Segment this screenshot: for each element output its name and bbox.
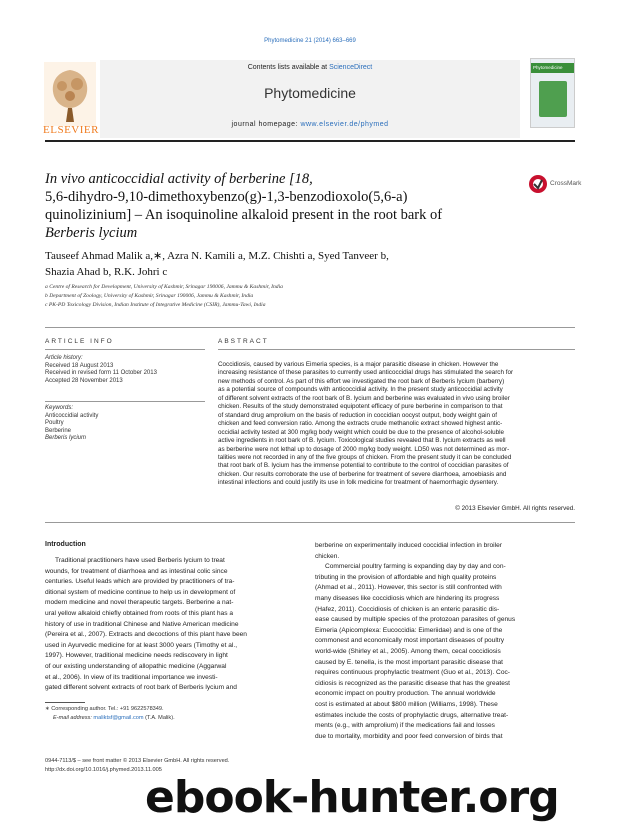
abstract-line: Coccidiosis, caused by various Eimeria species, is a major parasitic disease in chicken. However the [218, 361, 499, 368]
corresponding-author-note: ∗ Corresponding author. Tel.: +91 9622578349. [45, 706, 164, 712]
cover-image [539, 81, 567, 117]
abstract-line: chicken. Results of the study demonstrated equipotent efficacy of pure berberine in comparison to that [218, 403, 503, 411]
body-line: used in Ayurvedic medicine for at least 3000 years (Timothy et al., [45, 641, 238, 649]
body-line: ural yellow alkaloid chiefly obtained from roots of this plant has a [45, 609, 234, 617]
article-title [45, 170, 515, 242]
keywords-block [45, 405, 205, 443]
journal-name: Phytomedicine [264, 85, 356, 101]
email-note [45, 714, 305, 722]
body-line: history of use in traditional Chinese and Native American medicine [45, 620, 239, 628]
body-line: caused by E. tenella, is the most important parasitic disease that [315, 658, 504, 666]
body-line: ditional system of medicine continue to help us in development of [45, 588, 236, 596]
homepage-prefix: journal homepage: [231, 121, 301, 128]
body-line: ease caused by multiple species of the protozoan parasites of genus [315, 616, 516, 624]
body-line: cost is estimated at about $800 million (Williams, 1998). These [315, 700, 498, 708]
abstract-line: chicken and feed conversion ratio. Among the extracts crude methanolic extract showed highest antic- [218, 420, 503, 428]
body-line: requires continuous prophylactic treatment (Guo et al., 2013). Coc- [315, 669, 510, 677]
abstract-line: new methods of control. As part of this effort we investigated the root bark of Berberis lycium (barberry) [218, 377, 505, 385]
title-line-1 [45, 170, 515, 188]
abstract-line: of different solvent extracts of the root bark of B. lycium and berberine was evaluated in vivo using broiler [218, 394, 510, 402]
body-line: commonest and economically most important diseases of poultry [315, 637, 505, 645]
keyword-item: Poultry [45, 420, 64, 427]
doi-link[interactable]: http://dx.doi.org/10.1016/j.phymed.2013.11.005 [45, 767, 162, 773]
abstract-line: talities were not recorded in any of the five groups of chicken. From the present study it can be concluded [218, 453, 512, 461]
abstract-text [218, 361, 575, 488]
body-line: many diseases like coccidiosis which are hindering its progress [315, 594, 500, 602]
body-line: chicken. [315, 552, 340, 560]
abstract-bottom-rule [45, 522, 575, 523]
journal-cover-thumbnail[interactable] [530, 58, 575, 128]
body-line: centuries. Useful leads which are provided by practitioners of tra- [45, 578, 235, 586]
article-history [45, 355, 205, 385]
title-line-3: quinolizinium] – An isoquinoline alkaloid present in the root bark of [45, 207, 443, 223]
body-line: world-wide (Shirley et al., 2005). Among them, cecal coccidiosis [315, 647, 501, 655]
body-line: ments (e.g., with amprolium) if the medications fail and losses [315, 722, 495, 730]
body-line: (Ahmad et al., 2011). However, this sector is still confronted with [315, 584, 502, 592]
affiliation-b: b Department of Zoology, University of Kashmir, Srinagar 190006, Jammu & Kashmir, India [45, 293, 254, 299]
authors-line-2: Shazia Ahad b, R.K. Johri c [45, 266, 168, 278]
abstract-line: chicken. Our results corroborate the use of berberine for treatment of severe diarrhoea, amoebiasis and [218, 470, 507, 478]
body-line: tributing in the provision of affordable and high quality proteins [315, 573, 497, 581]
abstract-line: of standard drug amprolium on the basis of reduction in coccidian oocyst output, body weight gain of [218, 411, 497, 419]
body-line: of our existing understanding of allopathic medicine (Aggarwal [45, 662, 227, 670]
body-line: berberine on experimentally induced coccidial infection in broiler [315, 542, 502, 549]
abstract-line: that root bark of B. lycium has the immense potential to contribute to the control of coccidian parasites of [218, 462, 509, 470]
email-label: E-mail address: [53, 715, 94, 721]
abstract-line: increasing resistance of these parasites to currently used anticoccidial drugs has stimulated the search for [218, 369, 514, 377]
body-line: gated different solvent extracts of root bark of Berberis lycium and [45, 684, 237, 692]
history-received: Received 18 August 2013 [45, 362, 114, 369]
title-line-2: 5,6-dihydro-9,10-dimethoxybenzo(g)-1,3-benzodioxolo(5,6-a) [45, 189, 408, 205]
crossmark-label: CrossMark [550, 180, 582, 187]
body-line: economic impact on poultry production. The annual worldwide [315, 690, 496, 698]
abstract-copyright: © 2013 Elsevier GmbH. All rights reserved. [455, 505, 575, 512]
affiliation-c: c PK-PD Toxicology Division, Indian Institute of Integrative Medicine (CSIR), Jammu-Tawi, India [45, 302, 266, 308]
abstract-line: occidial activity tested at 300 mg/kg body weight which could be due to the presence of alcohol-soluble [218, 428, 504, 436]
crossmark-badge[interactable] [528, 172, 588, 198]
body-line: (Hafez, 2011). Coccidiosis of chicken is an enteric parasitic dis- [315, 605, 500, 613]
cover-title: Phytomedicine [533, 65, 563, 70]
abstract-line: intestinal infections and could justify its use in folk medicine for treatment of haemorrhagic dysentery. [218, 479, 499, 487]
body-line: 1997). However, traditional medicine needs rediscovery in light [45, 652, 228, 660]
affiliation-a: a Centre of Research for Development, University of Kashmir, Srinagar 190006, Jammu & Kashmir, India [45, 284, 283, 290]
abstract-line: as berberine were not lethal up to dosage of 2000 mg/kg body weight. LD50 was not determined as mor- [218, 445, 510, 453]
homepage-line [100, 121, 520, 128]
keyword-item: Berberine [45, 427, 72, 434]
journal-citation[interactable]: Phytomedicine 21 (2014) 663–669 [264, 38, 356, 44]
affiliation-divider [45, 327, 575, 328]
history-accepted: Accepted 28 November 2013 [45, 377, 123, 384]
left-column-text [45, 556, 305, 694]
keyword-item: Anticoccidial activity [45, 412, 99, 419]
history-label: Article history: [45, 355, 83, 361]
introduction-heading: Introduction [45, 541, 86, 548]
keywords-label: Keywords: [45, 405, 74, 411]
abstract-rule [218, 349, 575, 350]
homepage-link[interactable]: www.elsevier.de/phymed [300, 121, 389, 128]
body-line: et al., 2006). In view of its traditional importance we investi- [45, 673, 218, 681]
title-line-4 [45, 224, 515, 242]
body-line: (Pereira et al., 2007). Extracts and decoctions of this plant have been [45, 631, 247, 639]
author-list [45, 248, 515, 280]
body-line: estimates include the costs of prophylactic drugs, alternative treat- [315, 711, 509, 719]
email-suffix: (T.A. Malik). [143, 715, 175, 721]
authors-line-1: Tauseef Ahmad Malik a,∗, Azra N. Kamili a, M.Z. Chishti a, Syed Tanveer b, [45, 250, 389, 262]
keywords-rule [45, 401, 205, 402]
header-divider [45, 140, 575, 142]
watermark-text: ebook-hunter.org [145, 772, 559, 823]
keyword-item: Berberis lycium [45, 435, 87, 442]
elsevier-wordmark: ELSEVIER [43, 124, 99, 136]
body-line: due to mortality, morbidity and poor feed conversion of birds that [315, 732, 503, 740]
crossmark-icon [528, 174, 548, 194]
article-info-heading: ARTICLE INFO [45, 338, 114, 345]
email-link[interactable]: maliktsf@gmail.com [93, 715, 144, 721]
right-column-text [315, 541, 575, 742]
issn-line: 0944-7113/$ – see front matter © 2013 Elsevier GmbH. All rights reserved. [45, 758, 230, 764]
contents-prefix: Contents lists available at [247, 64, 330, 71]
abstract-heading: ABSTRACT [218, 338, 269, 345]
abstract-line: as a potential source of compounds with anticoccidial activity. In the present study anticoccidial activity [218, 386, 503, 394]
body-line: Traditional practitioners have used Berberis lycium to treat [55, 557, 225, 564]
body-line: wounds, for treatment of diarrhoea and as intestinal colic since [45, 567, 228, 575]
sciencedirect-link[interactable]: ScienceDirect [329, 64, 373, 71]
body-line: Commercial poultry farming is expanding day by day and con- [325, 563, 506, 571]
elsevier-tree-logo [44, 62, 96, 126]
title-line-4-text: Berberis lycium [45, 225, 138, 241]
title-line-1-text: In vivo anticoccidial activity of berberine [18, [45, 171, 313, 187]
body-line: cidiosis is recognized as the parasitic disease that has the greatest [315, 679, 510, 687]
abstract-line: active ingredients in root bark of B. lycium. Toxicological studies revealed that B. lycium extracts as well [218, 437, 506, 445]
contents-line [100, 64, 520, 71]
footnote-rule [45, 702, 85, 703]
body-line: modern medicine and novel therapeutic targets. Berberine a nat- [45, 599, 234, 607]
body-line: Eimeria (Apicomplexa: Eucoccidia: Eimeriidae) and is one of the [315, 626, 503, 634]
history-revised: Received in revised form 11 October 2013 [45, 370, 157, 377]
article-info-rule [45, 349, 205, 350]
